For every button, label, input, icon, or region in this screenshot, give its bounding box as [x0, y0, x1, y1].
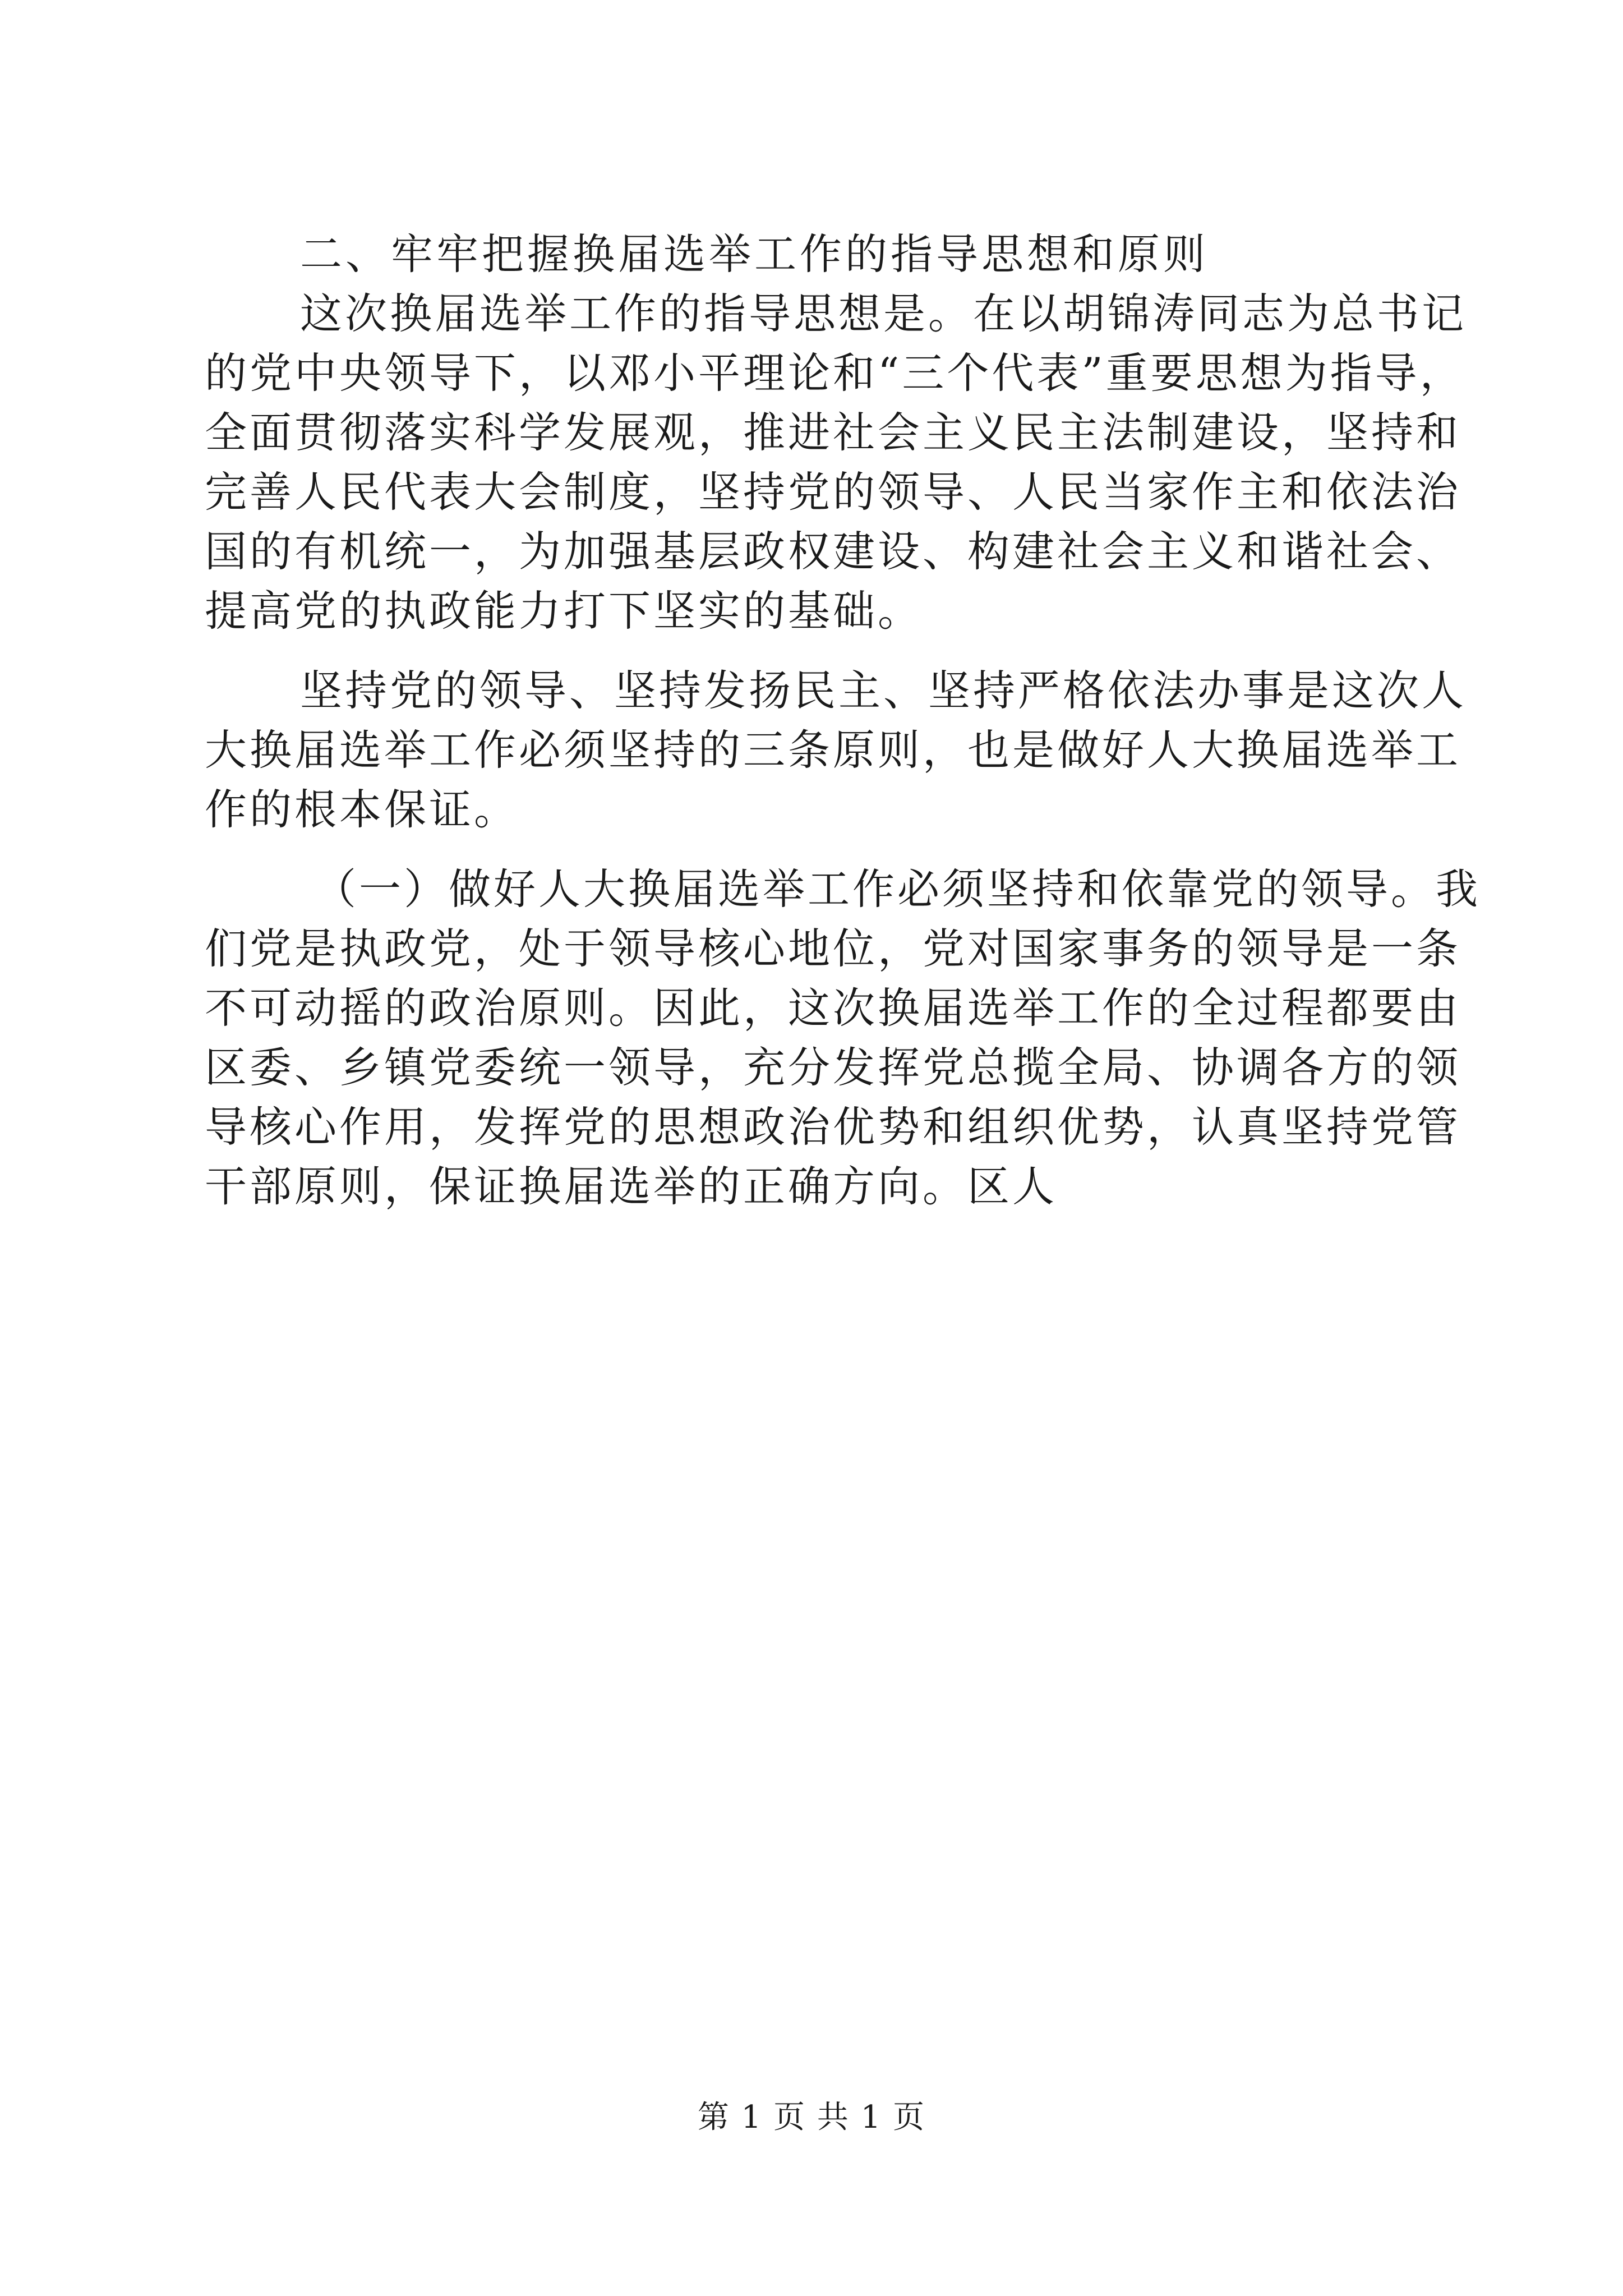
- document-body: [205, 224, 1481, 1216]
- paragraph-line: 的党中央领导下，以邓小平理论和“三个代表”重要思想为指导，: [205, 348, 1465, 398]
- page-number-footer: 第 1 页 共 1 页: [697, 2099, 926, 2136]
- paragraph-guiding-ideology: [205, 284, 1467, 641]
- paragraph-line: 全面贯彻落实科学发展观，推进社会主义民主法制建设，坚持和: [205, 408, 1461, 457]
- section-heading: 二、牢牢把握换届选举工作的指导思想和原则: [300, 229, 1209, 279]
- paragraph-line: 坚持党的领导、坚持发扬民主、坚持严格依法办事是这次人: [300, 666, 1467, 715]
- paragraph-line: 们党是执政党，处于领导核心地位，党对国家事务的领导是一条: [205, 924, 1461, 973]
- paragraph-three-principles: [205, 661, 1467, 839]
- paragraph-line: 作的根本保证。: [205, 785, 519, 834]
- paragraph-line: 导核心作用，发挥党的思想政治优势和组织优势，认真坚持党管: [205, 1102, 1461, 1152]
- paragraph-party-leadership: [205, 859, 1481, 1216]
- paragraph-line: 干部原则，保证换届选举的正确方向。区人: [205, 1162, 1058, 1211]
- paragraph-line: 完善人民代表大会制度，坚持党的领导、人民当家作主和依法治: [205, 467, 1461, 517]
- paragraph-line: 提高党的执政能力打下坚实的基础。: [205, 586, 923, 636]
- paragraph-line: 不可动摇的政治原则。因此，这次换届选举工作的全过程都要由: [205, 983, 1461, 1033]
- paragraph-line: 国的有机统一，为加强基层政权建设、构建社会主义和谐社会、: [205, 527, 1461, 576]
- paragraph-line: 区委、乡镇党委统一领导，充分发挥党总揽全局、协调各方的领: [205, 1043, 1461, 1092]
- paragraph-line: （一）做好人大换届选举工作必须坚持和依靠党的领导。我: [314, 864, 1481, 914]
- paragraph-line: 这次换届选举工作的指导思想是。在以胡锦涛同志为总书记: [300, 289, 1467, 338]
- paragraph-line: 大换届选举工作必须坚持的三条原则，也是做好人大换届选举工: [205, 725, 1461, 775]
